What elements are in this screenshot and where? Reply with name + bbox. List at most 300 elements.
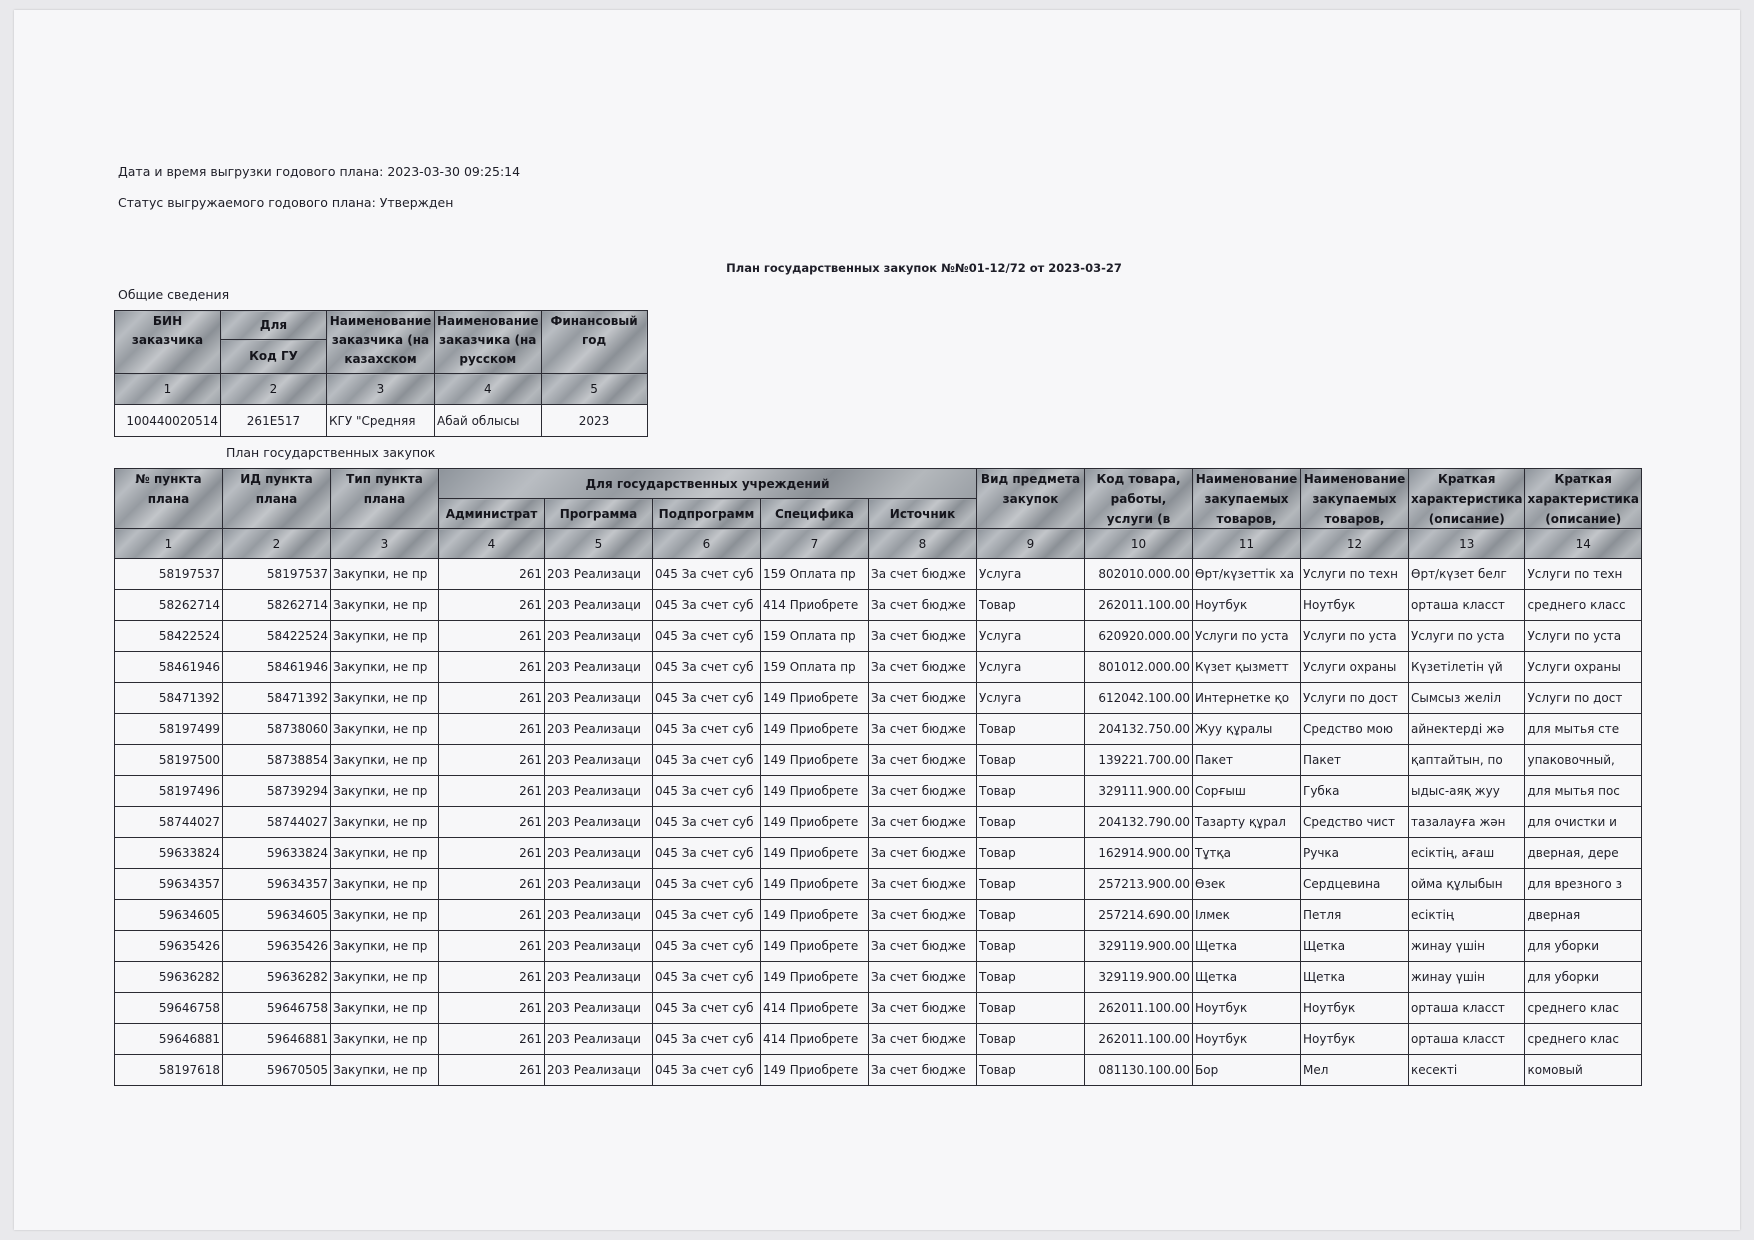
cell-punkt-no: 59636282 [115, 962, 223, 993]
cell-programma: 203 Реализаци [545, 962, 653, 993]
cell-programma: 203 Реализаци [545, 900, 653, 931]
cell-podprogramma: 045 За счет суб [653, 559, 761, 590]
header-istochnik: Источник [869, 499, 977, 529]
cell-programma: 203 Реализаци [545, 869, 653, 900]
cell-admin: 261 [439, 838, 545, 869]
cell-kod-tovara: 329111.900.00 [1085, 776, 1193, 807]
cell-name-kz: Щетка [1193, 962, 1301, 993]
general-info-table [114, 310, 648, 437]
cell-kod-tovara: 262011.100.00 [1085, 1024, 1193, 1055]
cell-istochnik: За счет бюдже [869, 745, 977, 776]
cell-desc-ru: для мытья пос [1525, 776, 1641, 807]
header-desc-ru: Краткая характеристика (описание) [1525, 469, 1641, 529]
cell-istochnik: За счет бюдже [869, 869, 977, 900]
cell-specifika: 414 Приобрете [761, 993, 869, 1024]
cell-kod-tovara: 139221.700.00 [1085, 745, 1193, 776]
cell-podprogramma: 045 За счет суб [653, 590, 761, 621]
cell-punkt-id: 58739294 [223, 776, 331, 807]
cell-programma: 203 Реализаци [545, 714, 653, 745]
col-number: 11 [1193, 529, 1301, 559]
cell-punkt-no: 58422524 [115, 621, 223, 652]
cell-punkt-type: Закупки, не пр [331, 931, 439, 962]
cell-vid: Товар [977, 931, 1085, 962]
cell-name-kz: Өзек [1193, 869, 1301, 900]
col-number: 3 [331, 529, 439, 559]
cell-name-kz: Өрт/күзеттік ха [1193, 559, 1301, 590]
cell-specifika: 149 Приобрете [761, 683, 869, 714]
cell-podprogramma: 045 За счет суб [653, 683, 761, 714]
cell-name-ru: Щетка [1301, 962, 1409, 993]
cell-desc-ru: для уборки [1525, 962, 1641, 993]
cell-desc-ru: для мытья сте [1525, 714, 1641, 745]
table-row [115, 714, 1642, 745]
cell-name-ru: Абай облысы [435, 405, 542, 437]
col-number: 5 [541, 374, 647, 405]
cell-name-kz: Ноутбук [1193, 993, 1301, 1024]
cell-name-kz: Ілмек [1193, 900, 1301, 931]
cell-name-ru: Мел [1301, 1055, 1409, 1086]
cell-name-kz: Тұтқа [1193, 838, 1301, 869]
cell-vid: Услуга [977, 683, 1085, 714]
table-row [115, 1024, 1642, 1055]
cell-kod-tovara: 257213.900.00 [1085, 869, 1193, 900]
cell-punkt-type: Закупки, не пр [331, 1024, 439, 1055]
cell-punkt-no: 58461946 [115, 652, 223, 683]
cell-kod-tovara: 162914.900.00 [1085, 838, 1193, 869]
header-punkt-no: № пункта плана [115, 469, 223, 529]
cell-podprogramma: 045 За счет суб [653, 869, 761, 900]
cell-punkt-type: Закупки, не пр [331, 869, 439, 900]
cell-istochnik: За счет бюдже [869, 931, 977, 962]
cell-name-kz: Күзет қызметт [1193, 652, 1301, 683]
cell-specifika: 149 Приобрете [761, 1055, 869, 1086]
table-row [115, 962, 1642, 993]
general-info-caption: Общие сведения [118, 287, 230, 302]
cell-programma: 203 Реализаци [545, 807, 653, 838]
header-gu-group: Для государственных учреждений [439, 469, 977, 499]
cell-kod-tovara: 612042.100.00 [1085, 683, 1193, 714]
table-row [115, 993, 1642, 1024]
cell-vid: Товар [977, 745, 1085, 776]
cell-admin: 261 [439, 745, 545, 776]
cell-istochnik: За счет бюдже [869, 962, 977, 993]
col-number: 4 [439, 529, 545, 559]
cell-desc-kz: тазалауға жән [1409, 807, 1525, 838]
cell-vid: Товар [977, 590, 1085, 621]
cell-punkt-type: Закупки, не пр [331, 1055, 439, 1086]
cell-punkt-no: 59635426 [115, 931, 223, 962]
cell-desc-ru: среднего клас [1525, 993, 1641, 1024]
cell-punkt-id: 58197537 [223, 559, 331, 590]
table-row [115, 807, 1642, 838]
cell-specifika: 149 Приобрете [761, 838, 869, 869]
document-title: План государственных закупок №№01-12/72 от 2023-03-27 [726, 261, 1122, 275]
cell-specifika: 159 Оплата пр [761, 652, 869, 683]
cell-vid: Услуга [977, 652, 1085, 683]
header-vid: Вид предмета закупок [977, 469, 1085, 529]
cell-istochnik: За счет бюдже [869, 900, 977, 931]
header-specifika: Специфика [761, 499, 869, 529]
cell-desc-ru: для уборки [1525, 931, 1641, 962]
cell-kod-tovara: 329119.900.00 [1085, 931, 1193, 962]
cell-programma: 203 Реализаци [545, 745, 653, 776]
cell-istochnik: За счет бюдже [869, 807, 977, 838]
col-number: 8 [869, 529, 977, 559]
header-programma: Программа [545, 499, 653, 529]
cell-punkt-type: Закупки, не пр [331, 807, 439, 838]
plan-status: Статус выгружаемого годового плана: Утвержден [118, 195, 454, 210]
table-row [115, 559, 1642, 590]
table-row [115, 869, 1642, 900]
cell-kod-tovara: 802010.000.00 [1085, 559, 1193, 590]
cell-name-ru: Средство мою [1301, 714, 1409, 745]
cell-vid: Товар [977, 1024, 1085, 1055]
cell-desc-ru: среднего класс [1525, 590, 1641, 621]
cell-punkt-id: 58471392 [223, 683, 331, 714]
cell-podprogramma: 045 За счет суб [653, 900, 761, 931]
col-number: 5 [545, 529, 653, 559]
cell-vid: Товар [977, 869, 1085, 900]
cell-specifika: 149 Приобрете [761, 900, 869, 931]
cell-punkt-no: 58744027 [115, 807, 223, 838]
cell-admin: 261 [439, 621, 545, 652]
col-number: 7 [761, 529, 869, 559]
header-name-ru: Наименование заказчика (на русском [435, 311, 542, 374]
cell-desc-kz: кесекті [1409, 1055, 1525, 1086]
cell-punkt-no: 58197618 [115, 1055, 223, 1086]
cell-punkt-id: 58738854 [223, 745, 331, 776]
table-row [115, 683, 1642, 714]
cell-name-ru: Пакет [1301, 745, 1409, 776]
cell-punkt-no: 58262714 [115, 590, 223, 621]
cell-punkt-type: Закупки, не пр [331, 745, 439, 776]
col-number: 1 [115, 374, 221, 405]
cell-name-ru: Средство чист [1301, 807, 1409, 838]
cell-desc-kz: жинау үшін [1409, 931, 1525, 962]
cell-podprogramma: 045 За счет суб [653, 1024, 761, 1055]
cell-kod-tovara: 801012.000.00 [1085, 652, 1193, 683]
col-number: 1 [115, 529, 223, 559]
cell-podprogramma: 045 За счет суб [653, 1055, 761, 1086]
cell-vid: Товар [977, 993, 1085, 1024]
cell-specifika: 159 Оплата пр [761, 559, 869, 590]
cell-specifika: 149 Приобрете [761, 962, 869, 993]
cell-admin: 261 [439, 714, 545, 745]
header-name-kz: Наименование закупаемых товаров, [1193, 469, 1301, 529]
cell-punkt-type: Закупки, не пр [331, 962, 439, 993]
cell-vid: Товар [977, 776, 1085, 807]
cell-name-ru: Услуги охраны [1301, 652, 1409, 683]
cell-punkt-type: Закупки, не пр [331, 714, 439, 745]
cell-desc-ru: для очистки и [1525, 807, 1641, 838]
export-datetime: Дата и время выгрузки годового плана: 2023-03-30 09:25:14 [118, 164, 521, 179]
cell-vid: Товар [977, 900, 1085, 931]
header-kod-tovara: Код товара, работы, услуги (в [1085, 469, 1193, 529]
cell-name-ru: Петля [1301, 900, 1409, 931]
scanned-sheet [14, 10, 1740, 1230]
cell-programma: 203 Реализаци [545, 993, 653, 1024]
cell-punkt-no: 58471392 [115, 683, 223, 714]
cell-name-kz: Интернетке қо [1193, 683, 1301, 714]
header-dlya: Для [221, 311, 327, 340]
cell-istochnik: За счет бюдже [869, 559, 977, 590]
col-number: 2 [221, 374, 327, 405]
cell-admin: 261 [439, 776, 545, 807]
cell-admin: 261 [439, 559, 545, 590]
cell-specifika: 159 Оплата пр [761, 621, 869, 652]
cell-name-kz: Ноутбук [1193, 1024, 1301, 1055]
cell-admin: 261 [439, 869, 545, 900]
cell-name-ru: Услуги по дост [1301, 683, 1409, 714]
cell-vid: Товар [977, 807, 1085, 838]
cell-name-kz: Сорғыш [1193, 776, 1301, 807]
cell-desc-ru: дверная [1525, 900, 1641, 931]
cell-admin: 261 [439, 1024, 545, 1055]
cell-podprogramma: 045 За счет суб [653, 652, 761, 683]
col-number: 2 [223, 529, 331, 559]
cell-punkt-no: 59646881 [115, 1024, 223, 1055]
cell-programma: 203 Реализаци [545, 652, 653, 683]
cell-kod-tovara: 262011.100.00 [1085, 590, 1193, 621]
cell-podprogramma: 045 За счет суб [653, 962, 761, 993]
cell-desc-kz: есіктің [1409, 900, 1525, 931]
header-name-kz: Наименование заказчика (на казахском [327, 311, 435, 374]
cell-punkt-id: 58744027 [223, 807, 331, 838]
cell-punkt-id: 59646758 [223, 993, 331, 1024]
cell-kod-tovara: 204132.750.00 [1085, 714, 1193, 745]
cell-kod-tovara: 204132.790.00 [1085, 807, 1193, 838]
cell-name-ru: Ноутбук [1301, 993, 1409, 1024]
cell-name-ru: Щетка [1301, 931, 1409, 962]
plan-table [114, 468, 1642, 1086]
cell-punkt-id: 59633824 [223, 838, 331, 869]
cell-desc-ru: Услуги по уста [1525, 621, 1641, 652]
cell-podprogramma: 045 За счет суб [653, 714, 761, 745]
cell-punkt-id: 58262714 [223, 590, 331, 621]
cell-admin: 261 [439, 993, 545, 1024]
cell-desc-kz: орташа класст [1409, 993, 1525, 1024]
cell-punkt-type: Закупки, не пр [331, 652, 439, 683]
cell-name-ru: Услуги по техн [1301, 559, 1409, 590]
cell-kod-tovara: 329119.900.00 [1085, 962, 1193, 993]
cell-desc-kz: есіктің, ағаш [1409, 838, 1525, 869]
plan-caption: План государственных закупок [226, 445, 436, 460]
cell-kod-tovara: 620920.000.00 [1085, 621, 1193, 652]
cell-istochnik: За счет бюдже [869, 993, 977, 1024]
cell-specifika: 149 Приобрете [761, 745, 869, 776]
cell-vid: Товар [977, 714, 1085, 745]
cell-programma: 203 Реализаци [545, 559, 653, 590]
cell-punkt-type: Закупки, не пр [331, 621, 439, 652]
cell-specifika: 414 Приобрете [761, 1024, 869, 1055]
cell-vid: Товар [977, 962, 1085, 993]
cell-desc-kz: Сымсыз желіл [1409, 683, 1525, 714]
cell-kod-tovara: 081130.100.00 [1085, 1055, 1193, 1086]
cell-name-kz: Услуги по уста [1193, 621, 1301, 652]
col-number: 9 [977, 529, 1085, 559]
cell-desc-kz: Күзетілетін үй [1409, 652, 1525, 683]
cell-punkt-id: 59635426 [223, 931, 331, 962]
col-number: 12 [1301, 529, 1409, 559]
cell-istochnik: За счет бюдже [869, 776, 977, 807]
cell-programma: 203 Реализаци [545, 590, 653, 621]
cell-desc-ru: для врезного з [1525, 869, 1641, 900]
table-row [115, 931, 1642, 962]
cell-punkt-id: 59646881 [223, 1024, 331, 1055]
col-number: 6 [653, 529, 761, 559]
cell-punkt-type: Закупки, не пр [331, 559, 439, 590]
cell-desc-kz: ойма құлыбын [1409, 869, 1525, 900]
cell-podprogramma: 045 За счет суб [653, 838, 761, 869]
col-number: 14 [1525, 529, 1641, 559]
cell-podprogramma: 045 За счет суб [653, 745, 761, 776]
cell-vid: Товар [977, 1055, 1085, 1086]
cell-name-kz: КГУ "Средняя [327, 405, 435, 437]
cell-admin: 261 [439, 1055, 545, 1086]
cell-name-kz: Бор [1193, 1055, 1301, 1086]
cell-punkt-id: 59634357 [223, 869, 331, 900]
cell-programma: 203 Реализаци [545, 683, 653, 714]
cell-admin: 261 [439, 962, 545, 993]
cell-admin: 261 [439, 683, 545, 714]
cell-name-kz: Ноутбук [1193, 590, 1301, 621]
cell-punkt-no: 59634605 [115, 900, 223, 931]
cell-podprogramma: 045 За счет суб [653, 993, 761, 1024]
cell-kod-tovara: 257214.690.00 [1085, 900, 1193, 931]
cell-kod-tovara: 262011.100.00 [1085, 993, 1193, 1024]
col-number: 13 [1409, 529, 1525, 559]
cell-name-ru: Ноутбук [1301, 590, 1409, 621]
cell-name-kz: Жуу құралы [1193, 714, 1301, 745]
cell-istochnik: За счет бюдже [869, 838, 977, 869]
cell-specifika: 149 Приобрете [761, 931, 869, 962]
table-row [115, 652, 1642, 683]
cell-vid: Услуга [977, 621, 1085, 652]
table-row [115, 621, 1642, 652]
cell-desc-ru: среднего клас [1525, 1024, 1641, 1055]
cell-admin: 261 [439, 590, 545, 621]
header-name-ru: Наименование закупаемых товаров, [1301, 469, 1409, 529]
cell-specifika: 149 Приобрете [761, 714, 869, 745]
table-row [115, 900, 1642, 931]
header-bin: БИН заказчика [115, 311, 221, 374]
cell-istochnik: За счет бюдже [869, 714, 977, 745]
cell-desc-kz: Өрт/күзет белг [1409, 559, 1525, 590]
cell-punkt-no: 59633824 [115, 838, 223, 869]
cell-desc-kz: ыдыс-аяқ жуу [1409, 776, 1525, 807]
cell-programma: 203 Реализаци [545, 931, 653, 962]
header-podprogramma: Подпрограмм [653, 499, 761, 529]
cell-podprogramma: 045 За счет суб [653, 807, 761, 838]
header-fin-year: Финансовый год [541, 311, 647, 374]
cell-specifika: 149 Приобрете [761, 807, 869, 838]
cell-admin: 261 [439, 807, 545, 838]
cell-punkt-type: Закупки, не пр [331, 590, 439, 621]
cell-desc-kz: жинау үшін [1409, 962, 1525, 993]
cell-desc-kz: орташа класст [1409, 1024, 1525, 1055]
cell-punkt-no: 58197499 [115, 714, 223, 745]
cell-desc-kz: қаптайтын, по [1409, 745, 1525, 776]
header-punkt-type: Тип пункта плана [331, 469, 439, 529]
cell-name-kz: Тазарту құрал [1193, 807, 1301, 838]
cell-punkt-type: Закупки, не пр [331, 776, 439, 807]
cell-name-ru: Услуги по уста [1301, 621, 1409, 652]
table-row [115, 1055, 1642, 1086]
col-number: 10 [1085, 529, 1193, 559]
cell-punkt-type: Закупки, не пр [331, 993, 439, 1024]
table-row [115, 590, 1642, 621]
cell-desc-ru: Услуги по техн [1525, 559, 1641, 590]
cell-desc-kz: орташа класст [1409, 590, 1525, 621]
table-row [115, 838, 1642, 869]
cell-admin: 261 [439, 931, 545, 962]
cell-desc-ru: комовый [1525, 1055, 1641, 1086]
cell-name-ru: Сердцевина [1301, 869, 1409, 900]
cell-podprogramma: 045 За счет суб [653, 931, 761, 962]
cell-programma: 203 Реализаци [545, 1024, 653, 1055]
cell-punkt-type: Закупки, не пр [331, 683, 439, 714]
cell-punkt-type: Закупки, не пр [331, 838, 439, 869]
cell-punkt-id: 58422524 [223, 621, 331, 652]
cell-specifika: 414 Приобрете [761, 590, 869, 621]
col-number: 4 [435, 374, 542, 405]
header-desc-kz: Краткая характеристика (описание) [1409, 469, 1525, 529]
header-kod-gu: Код ГУ [221, 340, 327, 374]
cell-punkt-id: 59670505 [223, 1055, 331, 1086]
cell-punkt-id: 59634605 [223, 900, 331, 931]
cell-vid: Товар [977, 838, 1085, 869]
cell-bin: 100440020514 [115, 405, 221, 437]
cell-podprogramma: 045 За счет суб [653, 776, 761, 807]
cell-desc-kz: айнектерді жә [1409, 714, 1525, 745]
header-admin: Администрат [439, 499, 545, 529]
cell-podprogramma: 045 За счет суб [653, 621, 761, 652]
cell-vid: Услуга [977, 559, 1085, 590]
cell-specifika: 149 Приобрете [761, 776, 869, 807]
cell-admin: 261 [439, 900, 545, 931]
cell-punkt-id: 58461946 [223, 652, 331, 683]
cell-programma: 203 Реализаци [545, 776, 653, 807]
cell-punkt-no: 58197500 [115, 745, 223, 776]
header-punkt-id: ИД пункта плана [223, 469, 331, 529]
cell-programma: 203 Реализаци [545, 621, 653, 652]
table-row [115, 745, 1642, 776]
cell-punkt-no: 59646758 [115, 993, 223, 1024]
cell-istochnik: За счет бюдже [869, 652, 977, 683]
cell-desc-ru: упаковочный, [1525, 745, 1641, 776]
cell-punkt-no: 59634357 [115, 869, 223, 900]
cell-punkt-no: 58197496 [115, 776, 223, 807]
cell-specifika: 149 Приобрете [761, 869, 869, 900]
cell-name-kz: Щетка [1193, 931, 1301, 962]
cell-name-kz: Пакет [1193, 745, 1301, 776]
cell-desc-ru: Услуги охраны [1525, 652, 1641, 683]
cell-istochnik: За счет бюдже [869, 590, 977, 621]
cell-istochnik: За счет бюдже [869, 1024, 977, 1055]
cell-name-ru: Ручка [1301, 838, 1409, 869]
cell-desc-ru: Услуги по дост [1525, 683, 1641, 714]
cell-kod-gu: 261E517 [221, 405, 327, 437]
cell-punkt-no: 58197537 [115, 559, 223, 590]
col-number: 3 [327, 374, 435, 405]
cell-name-ru: Ноутбук [1301, 1024, 1409, 1055]
cell-programma: 203 Реализаци [545, 838, 653, 869]
cell-istochnik: За счет бюдже [869, 621, 977, 652]
cell-desc-ru: дверная, дере [1525, 838, 1641, 869]
cell-punkt-type: Закупки, не пр [331, 900, 439, 931]
cell-name-ru: Губка [1301, 776, 1409, 807]
cell-istochnik: За счет бюдже [869, 683, 977, 714]
